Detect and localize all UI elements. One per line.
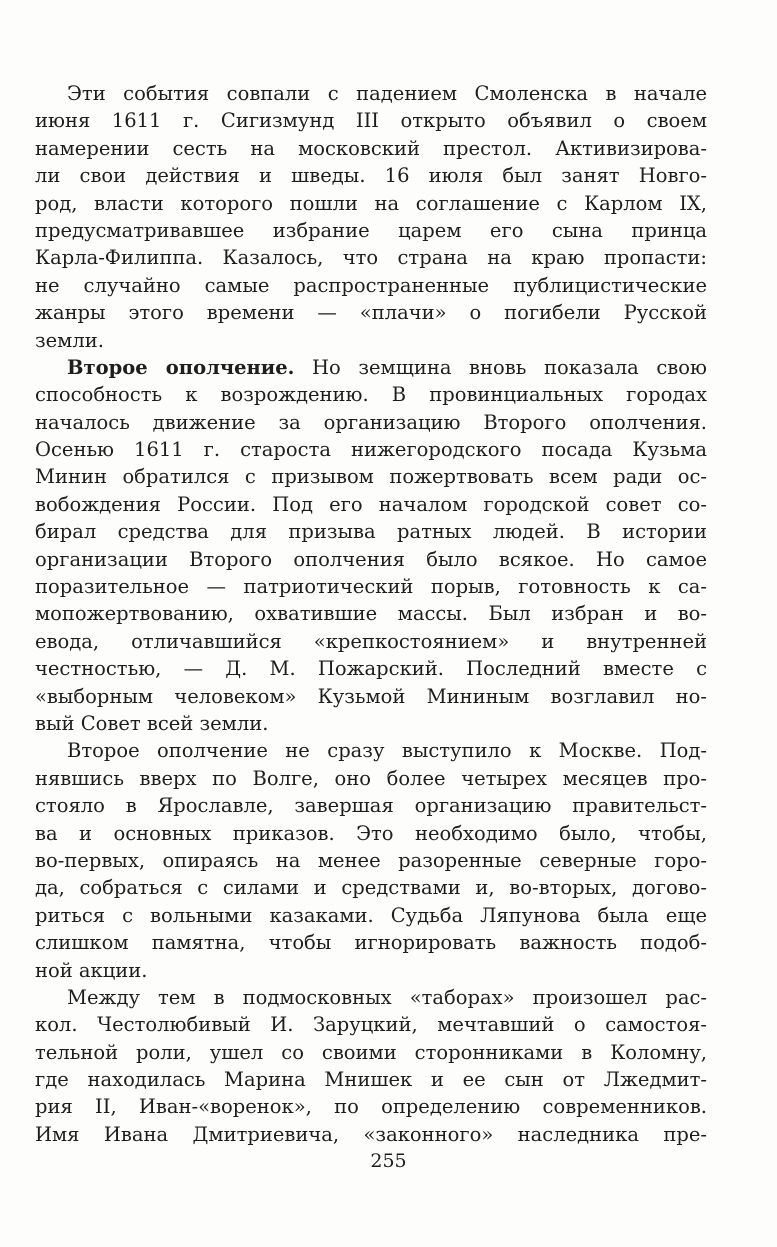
text-line: началось движение за организацию Второго ополчения. xyxy=(35,410,707,434)
text-line: да, собраться с силами и средствами и, во-вторых, догово- xyxy=(35,876,707,900)
text-line: род, власти которого пошли на соглашение с Карлом IX, xyxy=(35,191,707,215)
text-line: тельной роли, ушел со своими сторонниками в Коломну, xyxy=(35,1040,707,1064)
text-line: намерении сесть на московский престол. Активизирова- xyxy=(35,136,707,160)
page-number: 255 xyxy=(370,1150,407,1172)
text-line: ва и основных приказов. Это необходимо было, чтобы, xyxy=(35,821,707,845)
text-line: предусматривавшее избрание царем его сына принца xyxy=(35,218,707,242)
section-heading: Второе ополчение. xyxy=(67,355,295,379)
text-line: бирал средства для призыва ратных людей. В истории xyxy=(35,520,707,544)
text-line: вобождения России. Под его началом городской совет со- xyxy=(35,492,707,516)
text-line: Имя Ивана Дмитриевича, «законного» наследника пре- xyxy=(35,1122,707,1146)
text-line: стояло в Ярославле, завершая организацию правительст- xyxy=(35,794,707,818)
text-line: Минин обратился с призывом пожертвовать всем ради ос- xyxy=(35,465,707,489)
text-line: организации Второго ополчения было всякое. Но самое xyxy=(35,547,707,571)
text-line: мопожертвованию, охватившие массы. Был избран и во- xyxy=(35,602,707,626)
text-line-with-heading xyxy=(35,354,707,381)
text-line: июня 1611 г. Сигизмунд III открыто объявил о своем xyxy=(35,109,707,133)
text-line: поразительное — патриотический порыв, готовность к са- xyxy=(35,575,707,599)
text-line: Между тем в подмосковных «таборах» произошел рас- xyxy=(67,985,707,1009)
text-line: Осенью 1611 г. староста нижегородского посада Кузьма xyxy=(35,438,707,462)
text-line: риться с вольными казаками. Судьба Ляпунова была еще xyxy=(35,903,707,927)
text-line: Карла-Филиппа. Казалось, что страна на краю пропасти: xyxy=(35,246,707,270)
text-line: вый Совет всей земли. xyxy=(35,711,269,735)
text-line: не случайно самые распространенные публицистические xyxy=(35,273,707,297)
text-fragment: Но земщина вновь показала свою xyxy=(294,355,707,379)
text-line: «выборным человеком» Кузьмой Мининым возглавил но- xyxy=(35,684,707,708)
text-line: евода, отличавшийся «крепкостоянием» и внутренней xyxy=(35,629,707,653)
text-line: ной акции. xyxy=(35,958,148,982)
text-line: слишком памятна, чтобы игнорировать важность подоб- xyxy=(35,931,707,955)
body-text xyxy=(35,80,707,1148)
text-line: земли. xyxy=(35,328,104,352)
text-line: во-первых, опираясь на менее разоренные северные горо- xyxy=(35,848,707,872)
text-line: Эти события совпали с падением Смоленска в начале xyxy=(67,82,707,105)
text-line: способность к возрождению. В провинциальных городах xyxy=(35,383,707,407)
text-line: кол. Честолюбивый И. Заруцкий, мечтавший о самостоя- xyxy=(35,1013,707,1037)
text-line: рия II, Иван-«воренок», по определению современников. xyxy=(35,1095,707,1119)
text-line: ли свои действия и шведы. 16 июля был занят Новго- xyxy=(35,164,707,188)
text-line: Второе ополчение не сразу выступило к Москве. Под- xyxy=(67,739,707,763)
text-line: где находилась Марина Мнишек и ее сын от Лжедмит- xyxy=(35,1068,707,1092)
text-line: честностью, — Д. М. Пожарский. Последний вместе с xyxy=(35,657,707,681)
text-line: жанры этого времени — «плачи» о погибели Русской xyxy=(35,301,707,325)
text-line: нявшись вверх по Волге, оно более четырех месяцев про- xyxy=(35,766,707,790)
